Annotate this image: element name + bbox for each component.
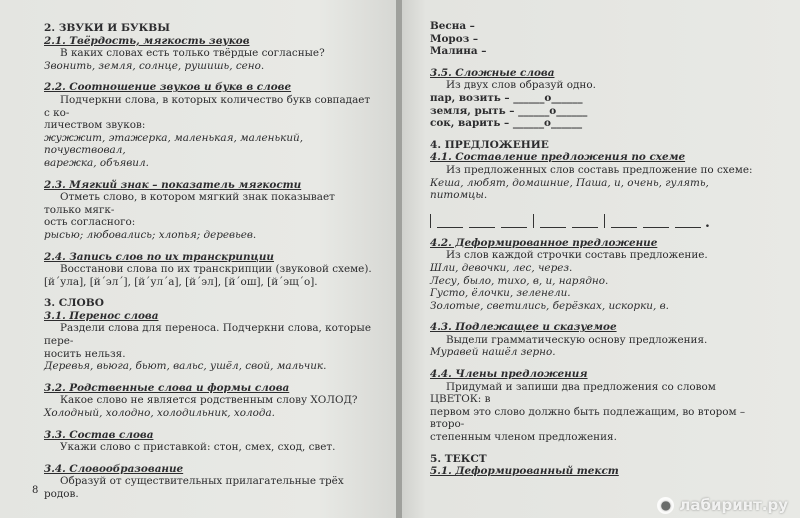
task-4-4 <box>430 368 765 444</box>
task-text: степенным членом предложения. <box>430 431 617 444</box>
section-3 <box>44 297 374 373</box>
subsection-title: 5.1. Деформированный текст <box>430 465 619 478</box>
task-2-3 <box>44 179 374 242</box>
task-text: В каких словах есть только твёрдые согласные? <box>60 47 325 60</box>
word-list: варежка, объявил. <box>44 156 149 169</box>
task-text: Образуй от существительных прилагательные трёх родов. <box>44 475 344 500</box>
subsection-title: 4.2. Деформированное предложение <box>430 236 658 249</box>
schema-word-line <box>643 227 669 228</box>
right-page <box>402 0 800 518</box>
schema-end-dot: . <box>705 214 710 231</box>
task-text: Из предложенных слов составь предложение по схеме: <box>446 163 753 176</box>
section-2 <box>44 22 374 72</box>
word-list: Шли, девочки, лес, через. <box>430 261 573 274</box>
left-page-content <box>44 22 374 510</box>
schema-word-line <box>675 227 701 228</box>
task-text: носить нельзя. <box>44 347 126 360</box>
task-text: Выдели грамматическую основу предложения. <box>446 333 708 346</box>
section-4 <box>430 138 765 231</box>
subsection-title: 3.5. Сложные слова <box>430 66 555 79</box>
left-page <box>0 0 398 518</box>
task-text: Придумай и запиши два предложения со словом ЦВЕТОК: в <box>430 380 716 406</box>
word-list: Звонить, земля, солнце, рушишь, сено. <box>44 59 265 72</box>
subsection-title: 3.1. Перенос слова <box>44 309 159 322</box>
word-line: Малина – <box>430 45 487 58</box>
schema-capital-mark <box>604 214 605 228</box>
task-text: личеством звуков: <box>44 119 146 132</box>
word-list: рысью; любовались; хлопья; деревьев. <box>44 228 257 241</box>
subsection-title: 4.1. Составление предложения по схеме <box>430 151 686 164</box>
task-text: Из слов каждой строчки составь предложение. <box>446 249 708 262</box>
subsection-title: 4.4. Члены предложения <box>430 368 588 381</box>
word-list: Золотые, светились, берёзках, искорки, в. <box>430 299 669 312</box>
task-3-3 <box>44 429 374 454</box>
schema-capital-mark <box>533 214 534 228</box>
schema-capital-mark <box>430 214 431 228</box>
example-sentence: Муравей нашёл зерно. <box>430 346 556 359</box>
task-3-2 <box>44 382 374 420</box>
task-2-2 <box>44 81 374 169</box>
section-title: 4. ПРЕДЛОЖЕНИЕ <box>430 138 549 151</box>
task-text: первом это слово должно быть подлежащим, во втором – второ- <box>430 405 746 431</box>
subsection-title: 4.3. Подлежащее и сказуемое <box>430 321 617 334</box>
task-text: Какое слово не является родственным слову ХОЛОД? <box>60 394 358 407</box>
word-list: Кеша, любят, домашние, Паша, и, очень, гулять, питомцы. <box>430 176 709 202</box>
word-line: Весна – <box>430 20 475 32</box>
compound-row: сок, варить – ______о______ <box>430 117 583 130</box>
word-list: Холодный, холодно, холодильник, холода. <box>44 407 275 420</box>
task-4-2 <box>430 237 765 313</box>
task-4-3 <box>430 321 765 359</box>
subsection-title: 3.3. Состав слова <box>44 428 154 441</box>
watermark-text: лабиринт.ру <box>679 496 788 514</box>
task-text: Восстанови слова по их транскрипции (звуковой схеме). <box>60 263 372 276</box>
schema-word-line <box>437 227 463 228</box>
compound-row: пар, возить – ______о______ <box>430 91 583 104</box>
page-number: 8 <box>32 485 39 496</box>
task-3-4 <box>44 463 374 501</box>
schema-word-line <box>540 227 566 228</box>
transcription-list: [й´ула], [й´эл´], [й´ул´а], [й´эл], [й´ош], [й´эщ´о]. <box>44 275 318 288</box>
sentence-schema <box>430 206 765 231</box>
word-list: Густо, ёлочки, зеленели. <box>430 287 571 300</box>
task-text: Подчеркни слова, в которых количество букв совпадает с ко- <box>44 93 371 119</box>
word-list: Лесу, было, тихо, в, и, нарядно. <box>430 274 609 287</box>
section-title: 5. ТЕКСТ <box>430 452 487 465</box>
watermark <box>657 496 788 514</box>
subsection-title: 2.1. Твёрдость, мягкость звуков <box>44 34 250 47</box>
subsection-title: 2.3. Мягкий знак – показатель мягкости <box>44 178 302 191</box>
task-text: ость согласного: <box>44 216 136 229</box>
task-text: Отметь слово, в котором мягкий знак показывает только мягк- <box>44 191 335 216</box>
schema-word-line <box>501 227 527 228</box>
schema-word-line <box>611 227 637 228</box>
labirint-logo-icon: ● <box>657 497 674 514</box>
word-list: Деревья, вьюга, бьют, вальс, ушёл, свой, мальчик. <box>44 360 327 373</box>
section-5 <box>430 453 765 478</box>
section-title: 3. СЛОВО <box>44 297 104 310</box>
subsection-title: 3.4. Словообразование <box>44 462 184 475</box>
task-text: Из двух слов образуй одно. <box>446 79 596 92</box>
subsection-title: 2.2. Соотношение звуков и букв в слове <box>44 81 292 94</box>
right-page-content <box>430 20 765 487</box>
task-text: Раздели слова для переноса. Подчеркни слова, которые пере- <box>44 322 371 348</box>
word-list: жужжит, этажерка, маленькая, маленький, почувствовал, <box>44 131 304 157</box>
subsection-title: 3.2. Родственные слова и формы слова <box>44 381 290 394</box>
schema-word-line <box>572 227 598 228</box>
subsection-title: 2.4. Запись слов по их транскрипции <box>44 250 274 263</box>
task-2-4 <box>44 251 374 289</box>
word-line: Мороз – <box>430 32 479 45</box>
task-3-5 <box>430 67 765 130</box>
section-title: 2. ЗВУКИ И БУКВЫ <box>44 22 170 34</box>
task-3-4-continued <box>430 20 765 58</box>
schema-word-line <box>469 227 495 228</box>
compound-row: земля, рыть – ______о______ <box>430 104 588 117</box>
task-text: Укажи слово с приставкой: стон, смех, сход, свет. <box>60 441 336 454</box>
